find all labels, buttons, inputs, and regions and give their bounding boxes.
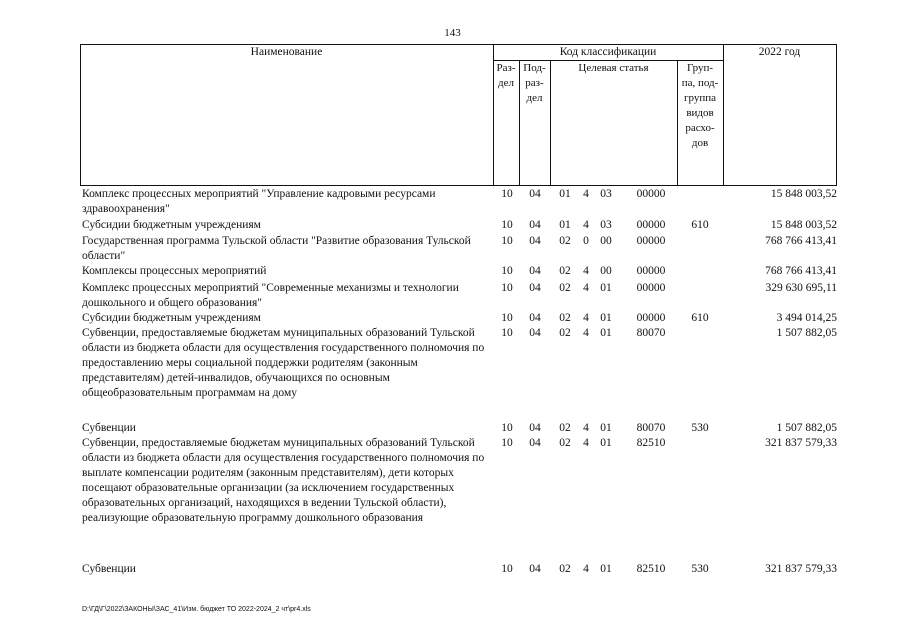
header-section: Раз- дел	[496, 62, 516, 89]
row-razdel: 10	[501, 422, 513, 434]
row-cs1: 02	[559, 437, 571, 449]
row-name: Субвенции, предоставляемые бюджетам муниципальных образований Тульской области из бюджета области для осуществления государственного полномочия по предоставлению меры социальной поддержки родителям (законным представителям) детей-инвалидов, обучающихся по основным общеобразовательным программам на дому	[82, 327, 485, 399]
row-podrazdel: 04	[529, 235, 541, 247]
row-cs4: 80070	[636, 422, 666, 434]
row-name: Комплекс процессных мероприятий "Современные механизмы и технологии дошкольного и общего образования"	[82, 282, 459, 309]
row-cs4: 80070	[636, 327, 666, 339]
row-cs2: 0	[583, 235, 589, 247]
row-cs4: 00000	[636, 265, 666, 277]
row-name: Субсидии бюджетным учреждениям	[82, 219, 261, 231]
row-cs2: 4	[583, 422, 589, 434]
row-cs3: 00	[600, 265, 612, 277]
footer-file-path: D:\ГД\Г\2022\ЗАКОНЫ\ЗАС_41\Изм. бюджет ТО 2022-2024_2 чт\pr4.xls	[82, 606, 311, 613]
row-amount: 321 837 579,33	[765, 437, 837, 449]
row-podrazdel: 04	[529, 327, 541, 339]
row-amount: 329 630 695,11	[765, 282, 837, 294]
row-amount: 1 507 882,05	[776, 327, 837, 339]
header-target-article: Целевая статья	[578, 62, 649, 74]
row-name: Субсидии бюджетным учреждениям	[82, 312, 261, 324]
row-amount: 15 848 003,52	[770, 188, 837, 200]
row-podrazdel: 04	[529, 422, 541, 434]
row-cs3: 03	[600, 188, 612, 200]
header-subsection: Под- раз- дел	[523, 62, 546, 104]
row-cs2: 4	[583, 282, 589, 294]
table-header	[80, 44, 837, 186]
row-amount: 321 837 579,33	[765, 563, 837, 575]
row-amount: 1 507 882,05	[776, 422, 837, 434]
row-cs1: 02	[559, 563, 571, 575]
row-name: Комплексы процессных мероприятий	[82, 265, 267, 277]
row-cs4: 82510	[636, 437, 666, 449]
row-vid: 610	[691, 219, 709, 231]
header-name: Наименование	[250, 46, 323, 58]
row-podrazdel: 04	[529, 312, 541, 324]
header-group: Груп- па, под- группа видов расхо- дов	[681, 62, 719, 149]
row-cs2: 4	[583, 312, 589, 324]
row-amount: 768 766 413,41	[765, 235, 837, 247]
row-cs2: 4	[583, 265, 589, 277]
row-cs3: 03	[600, 219, 612, 231]
row-vid: 610	[691, 312, 709, 324]
row-name: Субвенции	[82, 422, 136, 434]
row-razdel: 10	[501, 265, 513, 277]
row-cs3: 01	[600, 312, 612, 324]
row-razdel: 10	[501, 235, 513, 247]
row-cs1: 02	[559, 235, 571, 247]
row-name: Комплекс процессных мероприятий "Управление кадровыми ресурсами здравоохранения"	[82, 188, 436, 215]
row-cs2: 4	[583, 563, 589, 575]
row-cs2: 4	[583, 219, 589, 231]
row-amount: 3 494 014,25	[776, 312, 837, 324]
row-razdel: 10	[501, 219, 513, 231]
row-razdel: 10	[501, 188, 513, 200]
row-amount: 15 848 003,52	[770, 219, 837, 231]
row-cs1: 01	[559, 219, 571, 231]
row-razdel: 10	[501, 312, 513, 324]
row-podrazdel: 04	[529, 563, 541, 575]
row-cs1: 02	[559, 312, 571, 324]
header-code: Код классификации	[559, 46, 657, 58]
row-cs4: 00000	[636, 282, 666, 294]
row-cs4: 82510	[636, 563, 666, 575]
row-cs1: 01	[559, 188, 571, 200]
row-amount: 768 766 413,41	[765, 265, 837, 277]
row-cs4: 00000	[636, 188, 666, 200]
row-podrazdel: 04	[529, 219, 541, 231]
row-cs1: 02	[559, 265, 571, 277]
row-razdel: 10	[501, 327, 513, 339]
page-number: 143	[444, 27, 461, 39]
row-cs4: 00000	[636, 219, 666, 231]
row-cs3: 01	[600, 327, 612, 339]
row-name: Государственная программа Тульской области "Развитие образования Тульской области"	[82, 235, 471, 262]
row-cs2: 4	[583, 327, 589, 339]
row-cs1: 02	[559, 282, 571, 294]
row-cs2: 4	[583, 437, 589, 449]
header-year: 2022 год	[758, 46, 801, 58]
row-vid: 530	[691, 563, 709, 575]
row-razdel: 10	[501, 282, 513, 294]
row-name: Субвенции	[82, 563, 136, 575]
row-cs3: 01	[600, 422, 612, 434]
row-cs1: 02	[559, 422, 571, 434]
row-podrazdel: 04	[529, 188, 541, 200]
row-cs3: 01	[600, 282, 612, 294]
row-podrazdel: 04	[529, 265, 541, 277]
row-cs4: 00000	[636, 235, 666, 247]
row-podrazdel: 04	[529, 437, 541, 449]
row-cs3: 01	[600, 563, 612, 575]
row-cs4: 00000	[636, 312, 666, 324]
row-podrazdel: 04	[529, 282, 541, 294]
row-cs3: 01	[600, 437, 612, 449]
row-cs2: 4	[583, 188, 589, 200]
row-cs1: 02	[559, 327, 571, 339]
row-razdel: 10	[501, 437, 513, 449]
row-razdel: 10	[501, 563, 513, 575]
row-name: Субвенции, предоставляемые бюджетам муниципальных образований Тульской области из бюджета области для осуществления государственного полномочия по выплате компенсации родителям (законным представителям), дети которых посещают образовательные организации (за исключением государственных образовательных организаций, находящихся в ведении Тульской области), реализующие образовательную программу дошкольного образования	[82, 437, 485, 524]
row-cs3: 00	[600, 235, 612, 247]
row-vid: 530	[691, 422, 709, 434]
